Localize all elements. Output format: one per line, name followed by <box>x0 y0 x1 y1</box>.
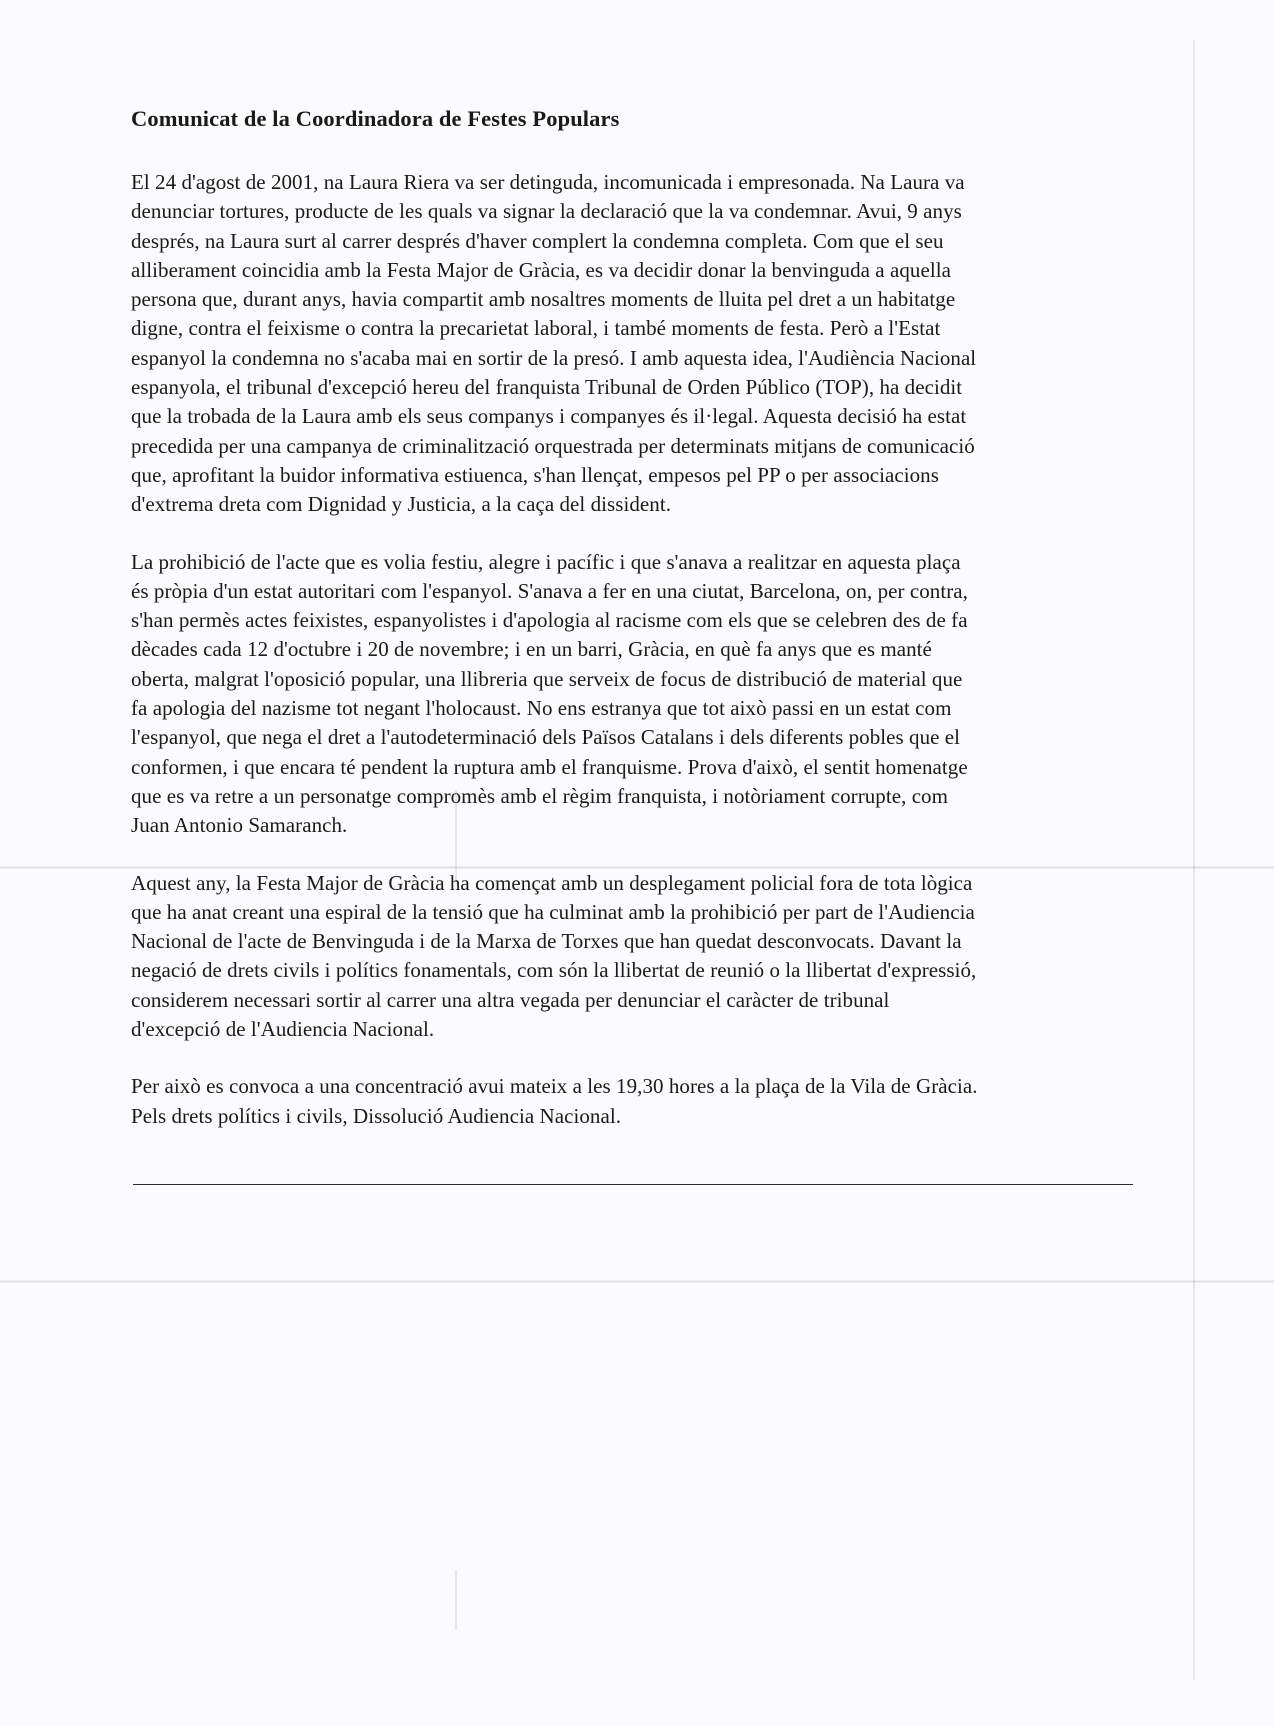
horizontal-rule <box>133 1184 1133 1185</box>
document-body <box>131 104 1131 1159</box>
paper-crease <box>455 1570 457 1630</box>
document-title: Comunicat de la Coordinadora de Festes Populars <box>131 106 620 131</box>
paragraph-3: Aquest any, la Festa Major de Gràcia ha començat amb un desplegament policial fora de tota lògica que ha anat creant una espiral de la tensió que ha culminat amb la prohibició per part de l'Audiencia Nacional de l'acte de Benvinguda i de la Marxa de Torxes que han quedat desconvocats. Davant la negació de drets civils i polítics fonamentals, com són la llibertat de reunió o la llibertat d'expressió, considerem necessari sortir al carrer una altra vegada per denunciar el caràcter de tribunal d'excepció de l'Audiencia Nacional. <box>131 870 977 1042</box>
paragraph-1: El 24 d'agost de 2001, na Laura Riera va ser detinguda, incomunicada i empresonada. Na Laura va denunciar tortures, producte de les quals va signar la declaració que la va condemnar. Avui, 9 anys després, na Laura surt al carrer després d'haver complert la condemna completa. Com que el seu alliberament coincidia amb la Festa Major de Gràcia, es va decidir donar la benvinguda a aquella persona que, durant anys, havia compartit amb nosaltres moments de lluita pel dret a un habitatge digne, contra el feixisme o contra la precarietat laboral, i també moments de festa. Però a l'Estat espanyol la condemna no s'acaba mai en sortir de la presó. I amb aquesta idea, l'Audiència Nacional espanyola, el tribunal d'excepció hereu del franquista Tribunal de Orden Público (TOP), ha decidit que la trobada de la Laura amb els seus companys i companyes és il·legal. Aquesta decisió ha estat precedida per una campanya de criminalització orquestrada per determinats mitjans de comunicació que, aprofitant la buidor informativa estiuenca, s'han llençat, empesos pel PP o per associacions d'extrema dreta com Dignidad y Justicia, a la caça del dissident. <box>131 170 977 517</box>
paper-fold-line <box>0 1280 1274 1283</box>
paper-crease <box>1193 40 1195 1680</box>
paragraph-4: Per això es convoca a una concentració avui mateix a les 19,30 hores a la plaça de la Vila de Gràcia. Pels drets polítics i civils, Dissolució Audiencia Nacional. <box>131 1074 978 1128</box>
paragraph-2: La prohibició de l'acte que es volia festiu, alegre i pacífic i que s'anava a realitzar en aquesta plaça és pròpia d'un estat autoritari com l'espanyol. S'anava a fer en una ciutat, Barcelona, on, per contra, s'han permès actes feixistes, espanyolistes i d'apologia al racisme com els que se celebren des de fa dècades cada 12 d'octubre i 20 de novembre; i en un barri, Gràcia, en què fa anys que es manté oberta, malgrat l'oposició popular, una llibreria que serveix de focus de distribució de material que fa apologia del nazisme tot negant l'holocaust. No ens estranya que tot això passi en un estat com l'espanyol, que nega el dret a l'autodeterminació dels Països Catalans i dels diferents pobles que el conformen, i que encara té pendent la ruptura amb el franquisme. Prova d'això, el sentit homenatge que es va retre a un personatge compromès amb el règim franquista, i notòriament corrupte, com Juan Antonio Samaranch. <box>131 549 968 838</box>
